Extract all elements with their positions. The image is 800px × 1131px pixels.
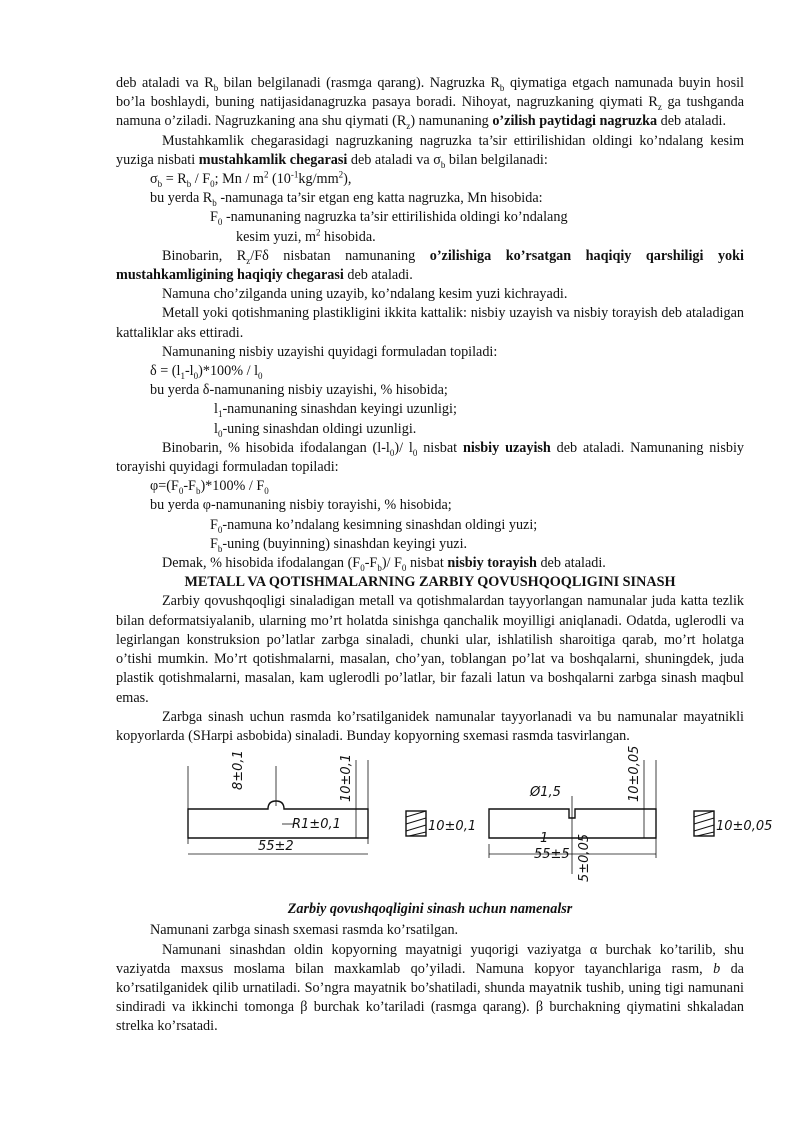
formula-sigma-legend-f0: $F_0$ -namunaning nagruzka ta’sir ettirilishida oldingi ko’ndalang [210,209,568,228]
specimen-drawing [116,745,773,896]
formula-phi-legend-f0: $F_0$-namuna ko’ndalang kesimning sinashdan oldingi yuzi; [210,516,538,535]
paragraph-impact-intro: Zarbiy qovushqoqligi sinaladigan metall va qotishmalardan tayyorlangan namunalar juda katta tezlik bilan deformatsiyalanib, ularning mo’rt holatda sinishga qanchalik moyilligi aniqlanadi. Odatda, uglerodli va legirlangan konstruksion po’latlar zarbga sinaladi, chunki ular, ishlatilish sharoitiga qarab, mo’rt holatga o’tishi mumkin. Mo’rt qotishmalarni, masalan, cho’yan, toblangan po’lat va boshqalarni, shuningdek, juda plastik qotishmalarni, masalan, kam uglerodli po’latlar, bir fazali latun va boshqalarni zarbga sinash maqbul emas. [116,593,744,706]
dim-55b-label: 55±5 [534,847,570,863]
dim-8-label: 8±0,1 [231,750,246,791]
paragraph-rupture-load: deb ataladi va $R_b$ bilan belgilanadi (rasmga qarang). Nagruzka $R_b$ qiymatiga etgach namunada buyin hosil bo’la boshlaydi, buning natijasidanagruzka pasaya boradi. Nihoyat, nagruzkaning qiymati $R_z$ ga tushganda namuna o’ziladi. Nagruzkaning ana shu qiymati $(R_z)$ namunaning o’zilish paytidagi nagruzka deb ataladi. [116,75,744,132]
specimen-drawing-svg [116,745,773,896]
paragraph-elongation-intro: Namunaning nisbiy uzayishi quyidagi formuladan topiladi: [162,343,498,360]
paragraph-relative-elongation: Binobarin, % hisobida ifodalangan $(l-l_0)/$ $l_0$ nisbat nisbiy uzayish deb ataladi. Namunaning nisbiy torayishi quyidagi formuladan topiladi: [116,439,744,476]
formula-sigma-legend-rb: bu yerda $R_b$ -namunaga ta’sir etgan eng katta nagruzka, Mn hisobida: [150,190,543,209]
section-heading: METALL VA QOTISHMALARNING ZARBIY QOVUSHQOQLIGINI SINASH [184,574,676,591]
document-page [116,74,773,1037]
dim-10c-label: 10±0,05 [627,745,642,803]
dim-phi-label: Ø1,5 [530,785,561,801]
dim-1-label: 1 [540,831,549,847]
paragraph-plasticity: Metall yoki qotishmaning plastikligini ikkita kattalik: nisbiy uzayish va nisbiy torayish deb ataladigan kattaliklar aks ettiradi. [116,305,744,341]
formula-phi-legend-fb: $F_b$-uning (buyinning) sinashdan keyingi yuzi. [210,535,468,554]
figure-caption: Zarbiy qovushqoqligini sinash uchun namenalsr [287,901,573,918]
dim-5-label: 5±0,05 [577,834,592,883]
paragraph-scheme: Namunani zarbga sinash sxemasi rasmda ko’rsatilgan. [150,922,459,939]
formula-delta-legend: bu yerda δ-namunaning nisbiy uzayishi, % hisobida; [150,382,448,399]
dim-10a-label: 10±0,1 [339,754,354,803]
section-2-hatch [694,811,714,836]
dim-55a-label: 55±2 [258,839,294,855]
paragraph-impact-samples: Zarbga sinash uchun rasmda ko’rsatilganidek namunalar tayyorlanadi va bu namunalar mayatnikli kopyorlarda (SHarpi asbobida) sinaladi. Bunday kopyorning sxemasi rasmda tasvirlangan. [116,708,744,744]
formula-phi: $\varphi=(F_0-F_b)*100\% / F_0$ [150,478,269,497]
dim-r1-label: R1±0,1 [292,817,341,833]
specimen-1-outline [188,801,368,838]
paragraph-relative-narrowing: Demak, % hisobida ifodalangan $(F_0-F_b)/$ $F_0$ nisbat nisbiy torayish deb ataladi. [162,555,606,573]
formula-sigma: $\sigma_b = R_b / F_0$; Mn / $m^2$ $(10^{-1}kg/mm^2)$, [150,169,352,189]
paragraph-pendulum: Namunani sinashdan oldin kopyorning mayatnigi yuqorigi vaziyatga α burchak ko’tarilib, shu vaziyatda maxsus moslama bilan maxkamlab qo’yiladi. Namuna kopyor tayanchlariga rasm, b da ko’rsatilganidek qilib urnatiladi. So’ngra mayatnik bo’shatiladi, shunda mayatnik tushib, uning tigi namunani sindiradi va ikkinchi tomonga β burchak ko’tariladi (rasmga qarang). β burchakning qiymatini shkaladan strelka ko’rsatadi. [116,941,744,1035]
paragraph-strength-limit: Mustahkamlik chegarasidagi nagruzkaning nagruzka ta’sir ettirilishidan oldingi ko’ndalang kesim yuziga nisbati mustahkamlik chegarasi deb ataladi va $\sigma_b$ bilan belgilanadi: [116,132,744,170]
paragraph-true-strength: Binobarin, $R_z/F\delta$ nisbatan namunaning o’zilishiga ko’rsatgan haqiqiy qarshiligi yoki mustahkamligining haqiqiy chegarasi deb ataladi. [116,247,744,284]
formula-phi-legend: bu yerda φ-namunaning nisbiy torayishi, % hisobida; [150,497,452,514]
dim-10d-label: 10±0,05 [716,819,773,835]
paragraph-necking: Namuna cho’zilganda uning uzayib, ko’ndalang kesim yuzi kichrayadi. [162,286,568,303]
specimen-2-outline [489,809,656,838]
formula-delta-legend-l0: $l_0$-uning sinashdan oldingi uzunligi. [214,420,417,439]
formula-delta-legend-l1: $l_1$-namunaning sinashdan keyingi uzunligi; [214,401,457,420]
section-1-hatch [406,811,426,836]
formula-sigma-legend-f0-cont: kesim yuzi, $m^2$ hisobida. [236,226,376,245]
dim-10b-label: 10±0,1 [428,819,477,835]
formula-delta: $\delta = (l_1-l_0)*100\% / l_0$ [150,363,263,381]
